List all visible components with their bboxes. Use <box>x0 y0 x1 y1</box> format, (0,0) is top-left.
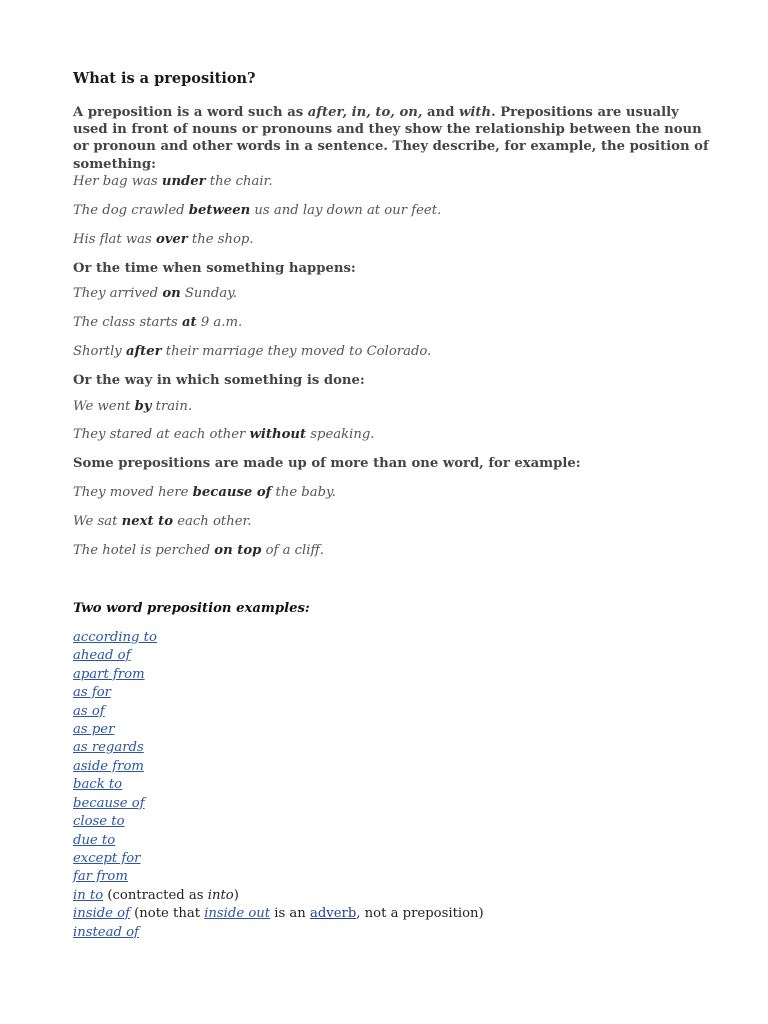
intro-paragraph <box>73 104 713 173</box>
intro-example-with: with <box>459 105 492 120</box>
link-as-per[interactable]: as per <box>73 722 115 737</box>
example-sentence: His flat was over the shop. <box>73 232 254 247</box>
section-heading-multi: Some prepositions are made up of more than one word, for example: <box>73 456 581 471</box>
link-as-for[interactable]: as for <box>73 685 111 700</box>
link-because-of[interactable]: because of <box>73 796 145 811</box>
link-far-from[interactable]: far from <box>73 869 128 884</box>
example-sentence: The dog crawled between us and lay down at our feet. <box>73 203 442 218</box>
link-adverb[interactable]: adverb <box>309 906 357 921</box>
link-due-to[interactable]: due to <box>73 833 116 848</box>
link-as-regards[interactable]: as regards <box>73 740 144 755</box>
example-sentence: They stared at each other without speaking. <box>73 427 375 442</box>
link-inside-out[interactable]: inside out <box>204 906 271 921</box>
example-sentence: The hotel is perched on top of a cliff. <box>73 543 324 558</box>
link-inside-of[interactable]: inside of <box>73 906 130 921</box>
example-sentence: They moved here because of the baby. <box>73 485 336 500</box>
link-except-for[interactable]: except for <box>73 851 141 866</box>
intro-example-words: after, in, to, on, <box>307 105 423 120</box>
link-in-to[interactable]: in to <box>73 888 104 903</box>
example-sentence: Her bag was under the chair. <box>73 174 273 189</box>
link-back-to[interactable]: back to <box>73 777 123 792</box>
link-ahead-of[interactable]: ahead of <box>73 648 131 663</box>
section-heading-way: Or the way in which something is done: <box>73 373 365 388</box>
example-sentence: We sat next to each other. <box>73 514 252 529</box>
link-aside-from[interactable]: aside from <box>73 759 144 774</box>
in-to-line: in to (contracted as into) <box>73 888 239 903</box>
example-sentence: The class starts at 9 a.m. <box>73 315 243 330</box>
section-heading-time: Or the time when something happens: <box>73 261 356 276</box>
example-sentence: Shortly after their marriage they moved to Colorado. <box>73 344 432 359</box>
example-sentence: We went by train. <box>73 399 193 414</box>
example-sentence: They arrived on Sunday. <box>73 286 238 301</box>
intro-text-2: and <box>422 105 460 120</box>
link-as-of[interactable]: as of <box>73 704 105 719</box>
link-apart-from[interactable]: apart from <box>73 667 145 682</box>
link-close-to[interactable]: close to <box>73 814 125 829</box>
intro-text-1: A preposition is a word such as <box>73 105 308 120</box>
intro-text-3: . Prepositions are usually used in front of nouns or pronouns and they show the relationship between the noun or pronoun and other words in a sentence. They describe, for example, the position of something: <box>73 105 709 172</box>
page-title: What is a preposition? <box>73 70 256 87</box>
two-word-heading: Two word preposition examples: <box>73 601 310 616</box>
inside-of-line: inside of (note that inside out is an adverb, not a preposition) <box>73 906 484 921</box>
link-according-to[interactable]: according to <box>73 630 157 645</box>
link-instead-of[interactable]: instead of <box>73 925 139 940</box>
